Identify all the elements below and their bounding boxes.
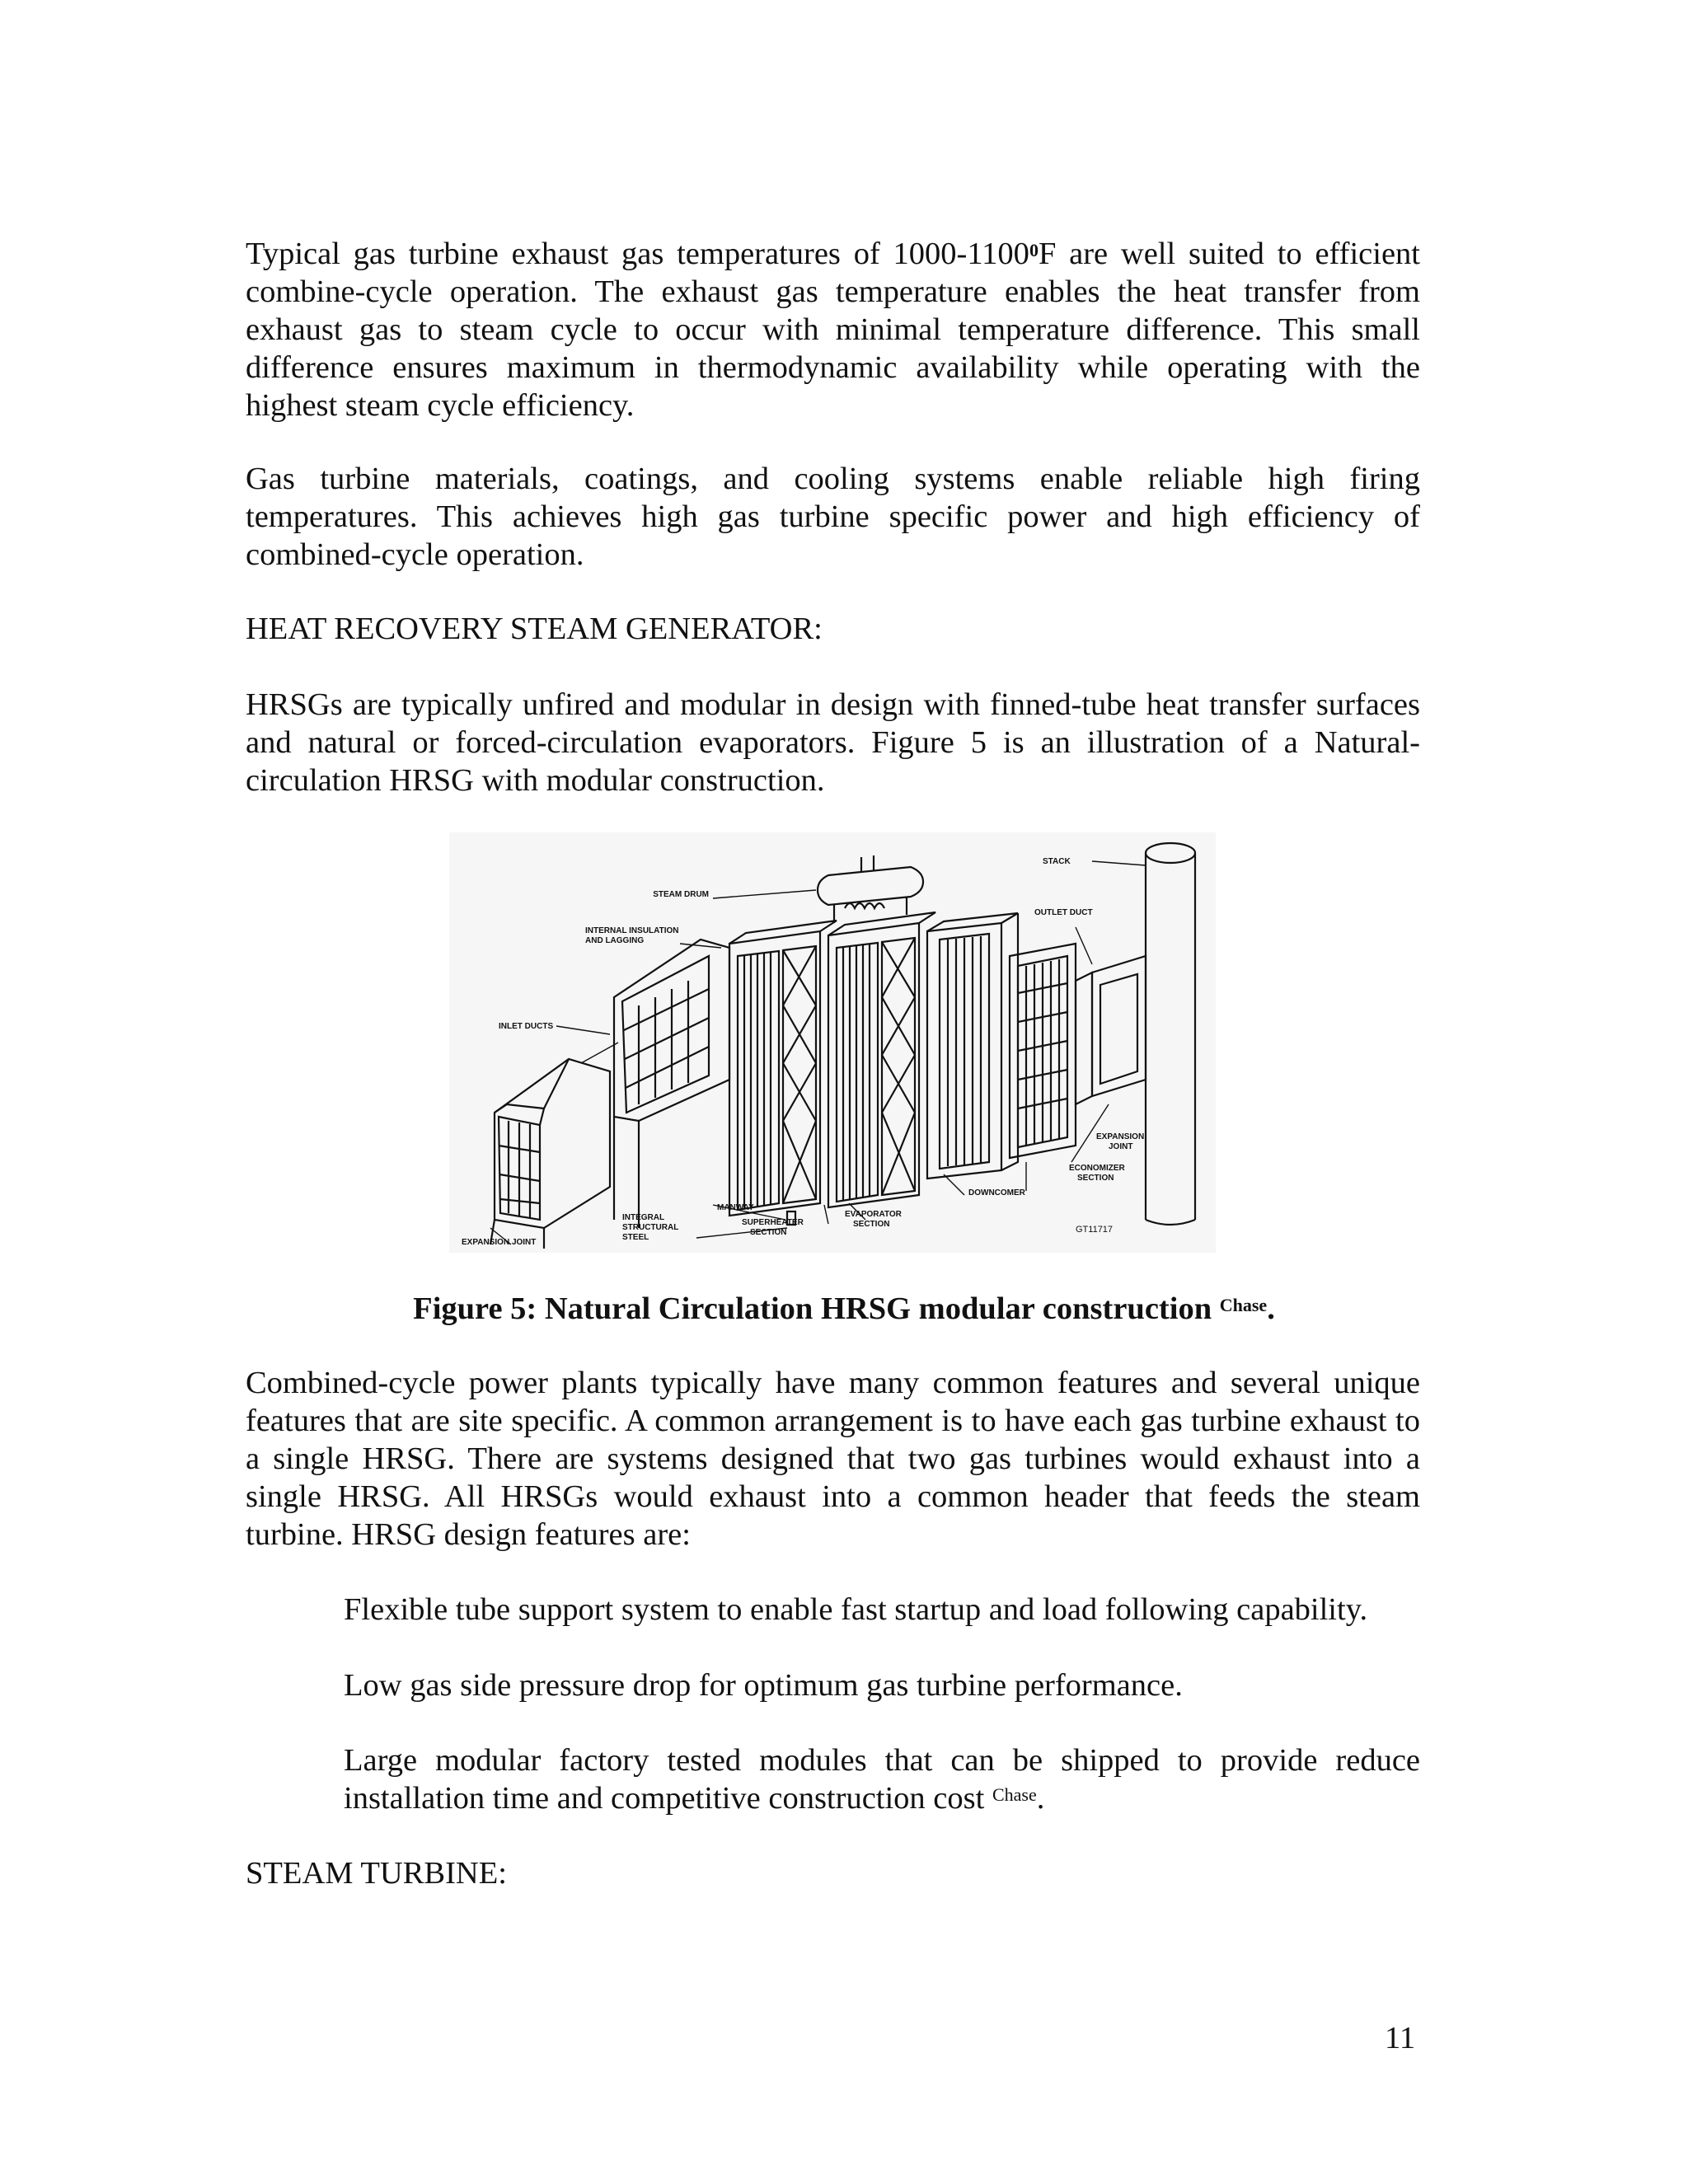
- label-evaporator: EVAPORATOR: [845, 1210, 902, 1219]
- stack-drawing: [1146, 843, 1195, 1225]
- figure-caption-text: Figure 5: Natural Circulation HRSG modular construction: [413, 1291, 1220, 1326]
- hrsg-drawing: [449, 832, 1216, 1253]
- superheater-module-drawing: [729, 921, 837, 1225]
- label-steam-drum: STEAM DRUM: [653, 890, 709, 899]
- inlet-duct-small-drawing: [490, 1059, 610, 1249]
- evaporator-module-right-drawing: [927, 913, 1018, 1179]
- evaporator-module-center-drawing: [828, 912, 935, 1207]
- label-joint-right: JOINT: [1109, 1142, 1133, 1151]
- feature-item-large-modules-text: Large modular factory tested modules that can be shipped to provide reduce installation time and competitive construction cost: [344, 1743, 1420, 1816]
- heading-heat-recovery-steam-generator: HEAT RECOVERY STEAM GENERATOR:: [246, 612, 823, 646]
- degree-superscript: 0: [1029, 240, 1039, 260]
- paragraph-exhaust-temperatures-text-cont: F are well suited to efficient combine-cycle operation. The exhaust gas temperature enables the heat transfer from exhaust gas to steam cycle to occur with minimal temperature difference. This small difference ensures maximum in thermodynamic availability while operating with the highest steam cycle efficiency.: [246, 237, 1420, 423]
- feature-item-large-modules: [344, 1741, 1420, 1817]
- label-internal-insulation: INTERNAL INSULATION: [585, 926, 679, 935]
- label-outlet-duct: OUTLET DUCT: [1034, 908, 1093, 917]
- outlet-duct-drawing: [1076, 956, 1146, 1104]
- label-figure-id: GT11717: [1076, 1225, 1114, 1235]
- figure-caption-period: .: [1267, 1291, 1275, 1326]
- steam-drum-drawing: [818, 855, 923, 923]
- label-superheater-section: SECTION: [750, 1228, 787, 1237]
- label-and-lagging: AND LAGGING: [585, 936, 645, 945]
- feature-item-low-pressure-drop: Low gas side pressure drop for optimum gas turbine performance.: [344, 1668, 1183, 1703]
- figure-caption: [0, 1290, 1688, 1328]
- label-expansion-joint-left: EXPANSION JOINT: [462, 1238, 537, 1247]
- paragraph-materials: Gas turbine materials, coatings, and cooling systems enable reliable high firing temperatures. This achieves high gas turbine specific power and high efficiency of combined-cycle operation.: [246, 462, 1420, 572]
- label-structural: STRUCTURAL: [622, 1223, 679, 1232]
- feature-item-citation: Chase: [992, 1784, 1037, 1805]
- feature-item-period: .: [1036, 1781, 1045, 1816]
- heading-steam-turbine: STEAM TURBINE:: [246, 1856, 507, 1891]
- paragraph-exhaust-temperatures: [246, 235, 1420, 424]
- paragraph-combined-cycle-plants: Combined-cycle power plants typically have many common features and several unique features that are site specific. A common arrangement is to have each gas turbine exhaust to a single HRSG. There are systems designed that two gas turbines would exhaust into a single HRSG. All HRSGs would exhaust into a common header that feeds the steam turbine. HRSG design features are:: [246, 1366, 1420, 1552]
- economizer-module-drawing: [1010, 944, 1076, 1158]
- label-expansion-joint-right: EXPANSION: [1096, 1132, 1145, 1141]
- label-stack: STACK: [1043, 857, 1071, 866]
- label-economizer-section: SECTION: [1077, 1174, 1114, 1183]
- figure-caption-citation: Chase: [1219, 1295, 1268, 1315]
- label-manway: MANWAY: [717, 1203, 754, 1212]
- label-economizer: ECONOMIZER: [1069, 1164, 1125, 1173]
- page-number: 11: [1385, 2021, 1416, 2055]
- leader-lines: [490, 861, 1146, 1244]
- label-superheater: SUPERHEATER: [742, 1218, 804, 1227]
- label-inlet-ducts: INLET DUCTS: [499, 1022, 554, 1031]
- label-evaporator-section: SECTION: [853, 1220, 890, 1229]
- figure-hrsg-illustration: [449, 832, 1216, 1253]
- label-steel: STEEL: [622, 1233, 649, 1242]
- label-integral: INTEGRAL: [622, 1213, 665, 1222]
- paragraph-exhaust-temperatures-text: Typical gas turbine exhaust gas temperatures of 1000-1100: [246, 237, 1029, 271]
- paragraph-hrsg-design: HRSGs are typically unfired and modular in design with finned-tube heat transfer surfaces and natural or forced-circulation evaporators. Figure 5 is an illustration of a Natural-circulation HRSG with modular construction.: [246, 687, 1420, 798]
- label-downcomer: DOWNCOMER: [968, 1188, 1025, 1197]
- inlet-duct-large-drawing: [614, 940, 729, 1228]
- feature-item-flexible-tube: Flexible tube support system to enable fast startup and load following capability.: [344, 1592, 1368, 1627]
